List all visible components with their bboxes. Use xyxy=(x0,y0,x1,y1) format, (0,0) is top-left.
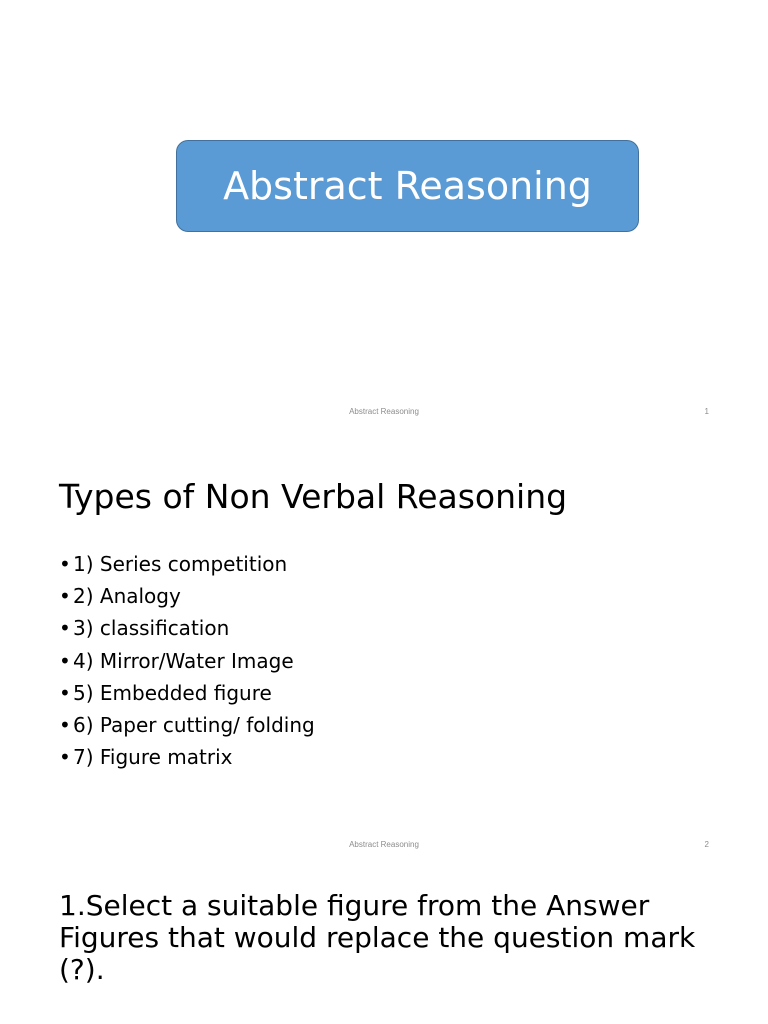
slide-3 xyxy=(0,866,768,1024)
bullet-icon: • xyxy=(59,712,71,737)
slide-page-number: 2 xyxy=(704,840,709,849)
list-item-text: 2) Analogy xyxy=(73,584,181,609)
bullet-icon: • xyxy=(59,552,71,576)
bullet-list xyxy=(59,548,315,773)
list-item xyxy=(59,645,315,677)
list-item-text: 7) Figure matrix xyxy=(73,745,233,770)
bullet-icon: • xyxy=(59,745,71,770)
bullet-icon: • xyxy=(59,584,71,609)
list-item-text: 4) Mirror/Water Image xyxy=(73,648,294,673)
list-item-text: 5) Embedded figure xyxy=(73,680,272,705)
slide-title: Abstract Reasoning xyxy=(223,164,592,208)
title-box xyxy=(176,140,639,232)
list-item-text: 6) Paper cutting/ folding xyxy=(73,712,315,737)
list-item xyxy=(59,709,315,741)
bullet-icon: • xyxy=(59,648,71,673)
bullet-icon: • xyxy=(59,616,71,641)
slide-footer-text: Abstract Reasoning xyxy=(349,407,419,416)
slide-heading: Types of Non Verbal Reasoning xyxy=(59,477,568,516)
list-item xyxy=(59,580,315,612)
list-item xyxy=(59,741,315,773)
slide-1 xyxy=(0,0,768,433)
slide-page-number: 1 xyxy=(704,407,709,416)
slide-2 xyxy=(0,433,768,866)
list-item xyxy=(59,548,315,580)
slide-footer-text: Abstract Reasoning xyxy=(349,840,419,849)
list-item-text: 1) Series competition xyxy=(73,552,288,576)
list-item-text: 3) classification xyxy=(73,616,230,641)
list-item xyxy=(59,612,315,644)
question-heading: 1.Select a suitable figure from the Answer Figures that would replace the question mark (?). xyxy=(59,889,696,986)
list-item xyxy=(59,677,315,709)
bullet-icon: • xyxy=(59,680,71,705)
